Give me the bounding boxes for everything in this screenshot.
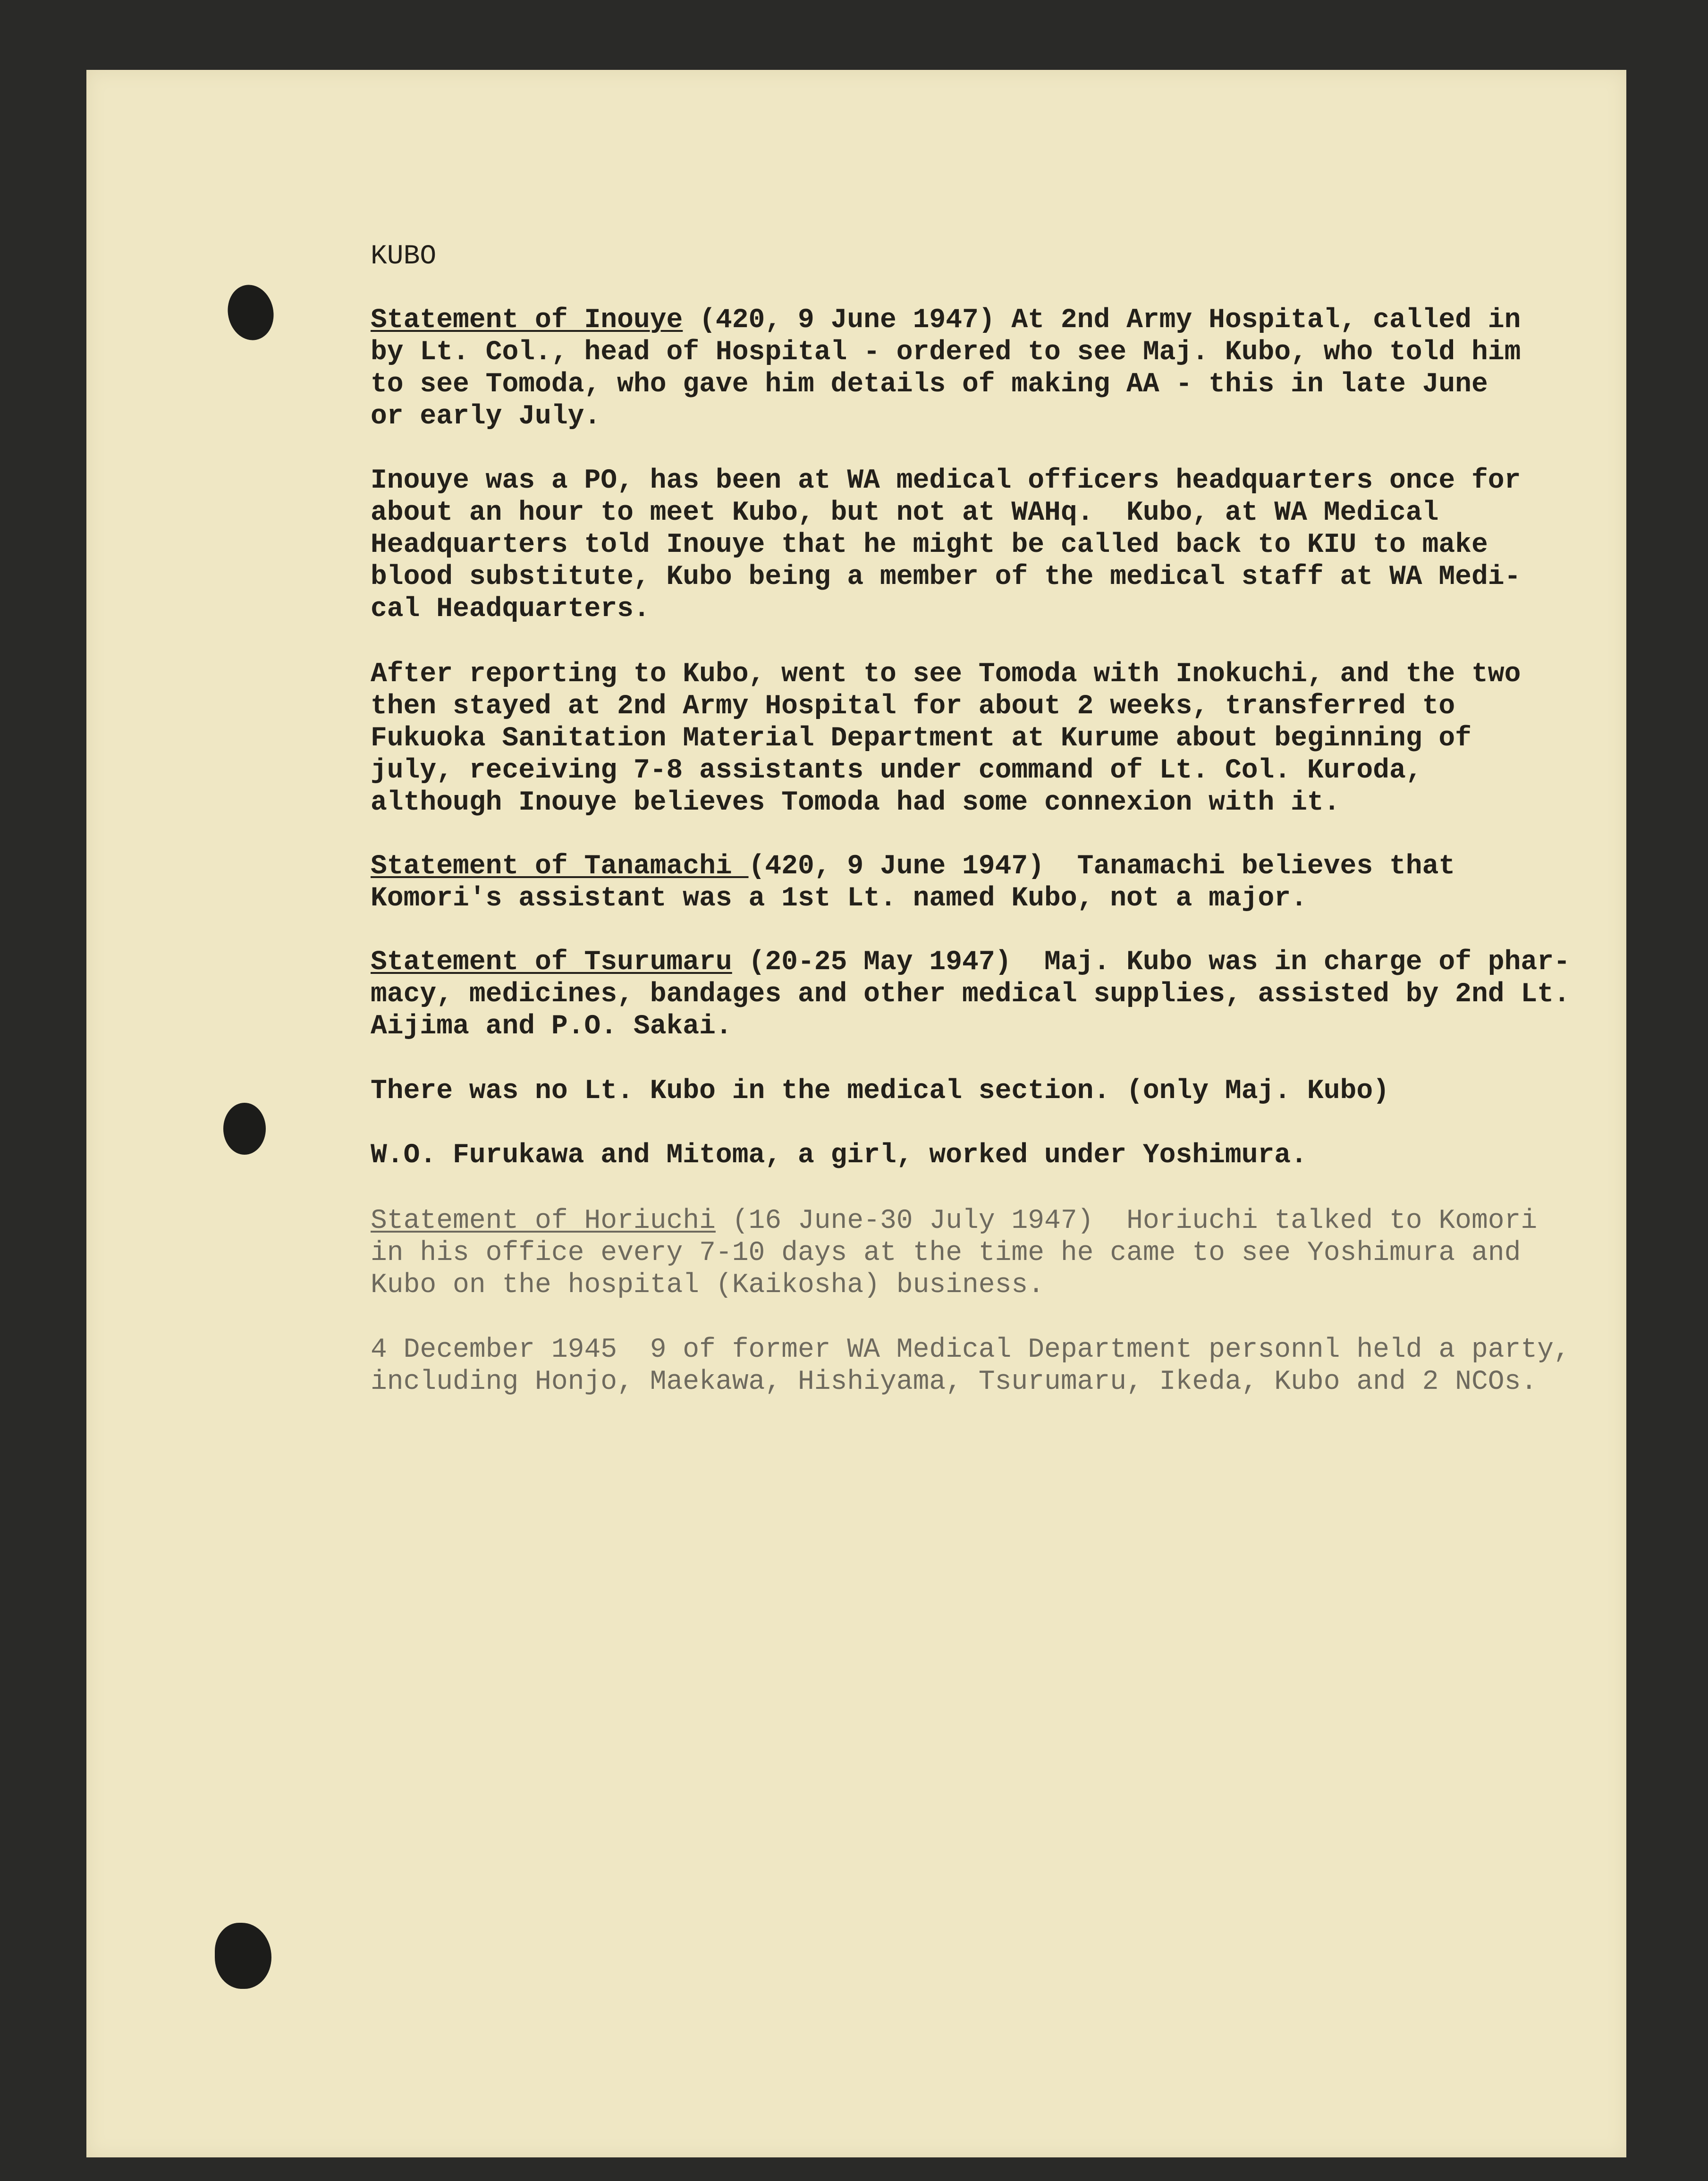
paragraph-line: There was no Lt. Kubo in the medical section. (only Maj. Kubo) <box>371 1076 1389 1107</box>
paragraph-line: After reporting to Kubo, went to see Tomoda with Inokuchi, and the two <box>371 659 1521 690</box>
paragraph-line: (20-25 May 1947) Maj. Kubo was in charge of phar- <box>732 947 1570 978</box>
paragraph-line: by Lt. Col., head of Hospital - ordered to see Maj. Kubo, who told him <box>371 337 1521 368</box>
paragraph-line: Komori's assistant was a 1st Lt. named Kubo, not a major. <box>371 883 1307 914</box>
paragraph-line: Aijima and P.O. Sakai. <box>371 1011 732 1042</box>
paragraph-line: blood substitute, Kubo being a member of the medical staff at WA Medi- <box>371 562 1521 592</box>
paragraph-tsurumaru-statement <box>371 947 1570 1043</box>
punch-hole-top <box>223 280 279 344</box>
paragraph-line: Inouye was a PO, has been at WA medical officers headquarters once for <box>371 465 1521 496</box>
paragraph-line: or early July. <box>371 401 601 432</box>
paragraph-line: Kubo on the hospital (Kaikosha) business. <box>371 1270 1045 1301</box>
paragraph-december-party <box>371 1334 1570 1398</box>
paragraph-line: about an hour to meet Kubo, but not at WAHq. Kubo, at WA Medical <box>371 498 1439 528</box>
paragraph-no-lt-kubo <box>371 1075 1389 1107</box>
punch-hole-middle <box>223 1103 266 1155</box>
paragraph-horiuchi-statement <box>371 1205 1537 1302</box>
document-heading: KUBO <box>371 241 437 272</box>
statement-label: Statement of Horiuchi <box>371 1206 716 1236</box>
paragraph-line: cal Headquarters. <box>371 594 650 625</box>
paragraph-tanamachi-statement <box>371 851 1455 915</box>
paragraph-line: in his office every 7-10 days at the time he came to see Yoshimura and <box>371 1238 1521 1268</box>
paragraph-line: including Honjo, Maekawa, Hishiyama, Tsurumaru, Ikeda, Kubo and 2 NCOs. <box>371 1367 1538 1397</box>
statement-label: Statement of Inouye <box>371 305 683 336</box>
paragraph-line: although Inouye believes Tomoda had some connexion with it. <box>371 787 1340 818</box>
paragraph-line: Fukuoka Sanitation Material Department at Kurume about beginning of <box>371 723 1471 754</box>
paragraph-inouye-po <box>371 465 1521 626</box>
paragraph-line: then stayed at 2nd Army Hospital for about 2 weeks, transferred to <box>371 691 1455 722</box>
paragraph-line: (420, 9 June 1947) Tanamachi believes that <box>748 851 1455 882</box>
paragraph-inouye-statement <box>371 304 1521 433</box>
paragraph-line: macy, medicines, bandages and other medical supplies, assisted by 2nd Lt. <box>371 979 1570 1010</box>
paragraph-line: july, receiving 7-8 assistants under command of Lt. Col. Kuroda, <box>371 755 1422 786</box>
paragraph-line: (420, 9 June 1947) At 2nd Army Hospital, called in <box>683 305 1521 336</box>
paragraph-line: Headquarters told Inouye that he might be called back to KIU to make <box>371 530 1488 560</box>
paragraph-after-reporting <box>371 659 1521 819</box>
punch-hole-bottom <box>215 1923 271 1989</box>
paragraph-line: W.O. Furukawa and Mitoma, a girl, worked under Yoshimura. <box>371 1140 1307 1171</box>
paragraph-line: 4 December 1945 9 of former WA Medical Department personnl held a party, <box>371 1335 1570 1365</box>
statement-label: Statement of Tanamachi <box>371 851 749 882</box>
statement-label: Statement of Tsurumaru <box>371 947 732 978</box>
paragraph-furukawa <box>371 1140 1307 1172</box>
paragraph-line: (16 June-30 July 1947) Horiuchi talked to Komori <box>715 1206 1538 1236</box>
paragraph-line: to see Tomoda, who gave him details of making AA - this in late June <box>371 369 1488 400</box>
